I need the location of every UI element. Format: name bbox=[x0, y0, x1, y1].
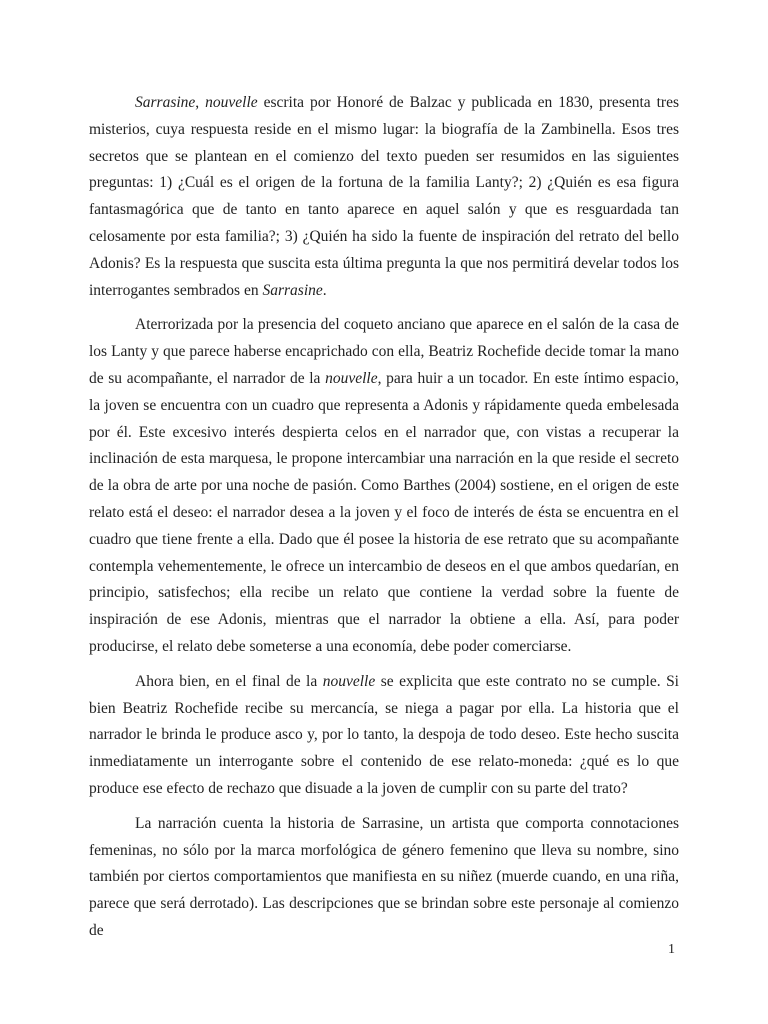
italic-text-run: nouvelle bbox=[325, 369, 378, 387]
italic-text-run: nouvelle bbox=[205, 94, 258, 111]
paragraph bbox=[89, 669, 679, 803]
italic-text-run: Sarrasine bbox=[262, 281, 323, 299]
page-number: 1 bbox=[668, 942, 675, 957]
text-run: , bbox=[195, 94, 206, 111]
text-run: , para huir a un tocador. En este íntimo espacio, la joven se encuentra con un cuadro que representa a Adonis y rápidamente queda embelesada por él. Este excesivo interés despierta celos en el narrador que, con vistas a recuperar la inclinación de esta marquesa, le propone intercambiar una narración en la que reside el secreto de la obra de arte por una noche de pasión. Como Barthes (2004) sostiene, en el origen de este relato está el deseo: el narrador desea a la joven y el foco de interés de ésta se encuentra en el cuadro que tiene frente a ella. Dado que él posee la historia de ese retrato que su acompañante contempla vehementemente, le ofrece un intercambio de deseos en el que ambos quedarían, en principio, satisfechos; ella recibe un relato que contiene la verdad sobre la fuente de inspiración de ese Adonis, mientras que el narrador la obtiene a ella. Así, para poder producirse, el relato debe someterse a una economía, debe poder comerciarse. bbox=[89, 369, 679, 655]
text-run: La narración cuenta la historia de Sarrasine, un artista que comporta connotaciones femeninas, no sólo por la marca morfológica de género femenino que lleva su nombre, sino también por ciertos comportamientos que manifiesta en su niñez (muerde cuando, en una riña, parece que será derrotado). Las descripciones que se brindan sobre este personaje al comienzo de bbox=[89, 814, 679, 939]
text-run: se explicita que este contrato no se cumple. Si bien Beatriz Rochefide recibe su mercancía, se niega a pagar por ella. La historia que el narrador le brinda le produce asco y, por lo tanto, la despoja de todo deseo. Este hecho suscita inmediatamente un interrogante sobre el contenido de ese relato-moneda: ¿qué es lo que produce ese efecto de rechazo que disuade a la joven de cumplir con su parte del trato? bbox=[89, 672, 679, 797]
document-body bbox=[89, 90, 679, 953]
paragraph bbox=[89, 811, 679, 945]
italic-text-run: nouvelle bbox=[322, 672, 376, 690]
text-run: Aterrorizada por la presencia del coqueto anciano que aparece en el salón de la casa de los Lanty y que parece haberse encaprichado con ella, Beatriz Rochefide decide tomar la mano de su acompañante, el narrador de la bbox=[89, 316, 679, 387]
text-run: . bbox=[322, 281, 327, 299]
text-run: escrita por Honoré de Balzac y publicada en 1830, presenta tres misterios, cuya respuesta reside en el mismo lugar: la biografía de la Zambinella. Esos tres secretos que se plantean en el comienzo del texto pueden ser resumidos en las siguientes preguntas: 1) ¿Cuál es el origen de la fortuna de la familia Lanty?; 2) ¿Quién es esa figura fantasmagórica que de tanto en tanto aparece en aquel salón y que es resguardada tan celosamente por esta familia?; 3) ¿Quién ha sido la fuente de inspiración del retrato del bello Adonis? Es la respuesta que suscita esta última pregunta la que nos permitirá develar todos los interrogantes sembrados en bbox=[89, 94, 679, 299]
paragraph bbox=[89, 90, 679, 304]
italic-text-run: Sarrasine bbox=[135, 94, 196, 111]
paragraph bbox=[89, 312, 679, 660]
text-run: Ahora bien, en el final de la bbox=[135, 672, 323, 690]
